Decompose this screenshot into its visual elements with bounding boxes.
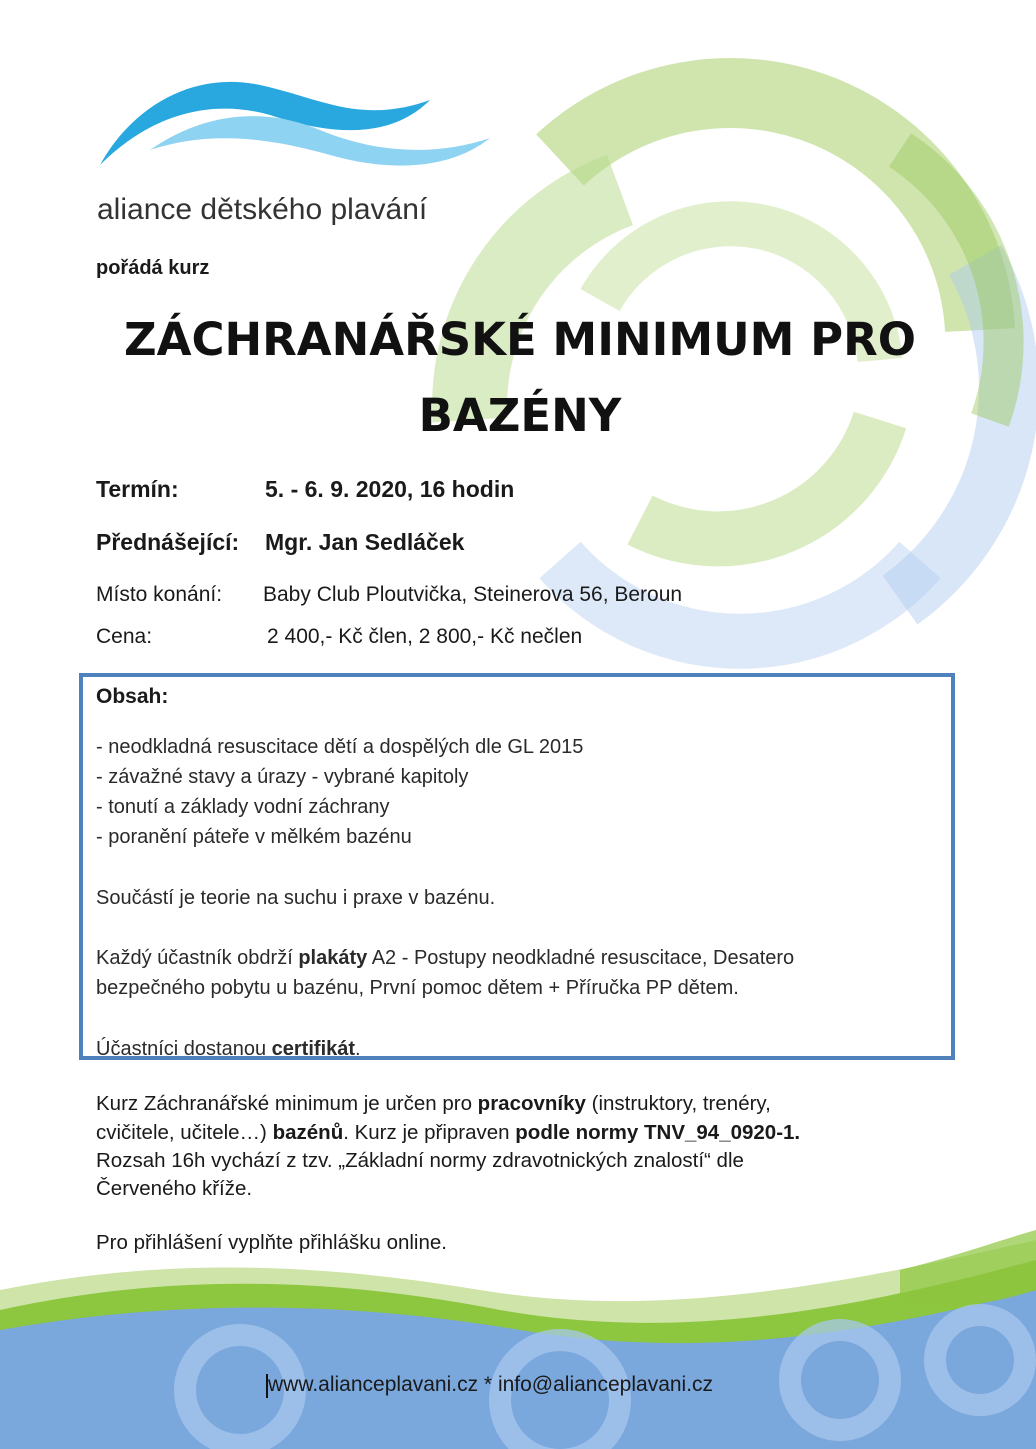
signup-text: Pro přihlášení vyplňte přihlášku online. bbox=[96, 1231, 447, 1254]
lecturer-label: Přednášející: bbox=[96, 529, 240, 555]
date-value: 5. - 6. 9. 2020, 16 hodin bbox=[265, 476, 515, 502]
description-bold: pracovníky bbox=[477, 1092, 586, 1115]
certificate-text-bold: certifikát bbox=[271, 1038, 356, 1060]
certificate-text-a: Účastníci dostanou bbox=[96, 1038, 272, 1060]
course-content-box bbox=[79, 673, 955, 1060]
description-text: . Kurz je připraven bbox=[343, 1121, 516, 1144]
price-label: Cena: bbox=[96, 625, 153, 648]
content-item: - poranění páteře v mělkém bazénu bbox=[96, 826, 412, 848]
wave-green-edge bbox=[900, 1230, 1036, 1305]
posters-line-2: bezpečného pobytu u bazénu, První pomoc dětem + Příručka PP dětem. bbox=[96, 977, 739, 999]
description-line-3: Rozsah 16h vychází z tzv. „Základní normy zdravotnických znalostí“ dle bbox=[96, 1149, 744, 1172]
place-label: Místo konání: bbox=[96, 583, 223, 606]
posters-text-bold: plakáty bbox=[298, 947, 368, 969]
certificate-line bbox=[96, 1038, 361, 1061]
lecturer-value: Mgr. Jan Sedláček bbox=[265, 529, 465, 555]
course-title-line-1: ZÁCHRANÁŘSKÉ MINIMUM PRO bbox=[123, 313, 917, 366]
certificate-text-b: . bbox=[355, 1038, 361, 1060]
logo-wave-icon bbox=[90, 60, 500, 180]
description-line-2 bbox=[96, 1121, 800, 1145]
posters-line-1 bbox=[96, 947, 794, 970]
description-text: Kurz Záchranářské minimum je určen pro bbox=[96, 1092, 478, 1115]
content-item: - tonutí a základy vodní záchrany bbox=[96, 796, 390, 818]
posters-text-a: Každý účastník obdrží bbox=[96, 947, 299, 969]
place-value: Baby Club Ploutvička, Steinerova 56, Beroun bbox=[263, 583, 683, 606]
description-line-1 bbox=[96, 1092, 771, 1116]
description-bold: bazénů bbox=[272, 1121, 344, 1144]
posters-text-b: A2 - Postupy neodkladné resuscitace, Desatero bbox=[367, 947, 795, 969]
content-heading: Obsah: bbox=[96, 685, 169, 708]
bottom-wave-graphic bbox=[0, 1230, 1036, 1449]
description-bold: podle normy TNV_94_0920-1. bbox=[515, 1121, 801, 1144]
course-title-line-2: BAZÉNY bbox=[418, 389, 622, 442]
price-value: 2 400,- Kč člen, 2 800,- Kč nečlen bbox=[267, 625, 583, 648]
organization-name: aliance dětského plavání bbox=[97, 193, 428, 226]
content-item: - neodkladná resuscitace dětí a dospělých dle GL 2015 bbox=[96, 736, 584, 758]
intro-text: pořádá kurz bbox=[96, 257, 210, 279]
theory-note: Součástí je teorie na suchu i praxe v bazénu. bbox=[96, 887, 496, 909]
footer-contact: www.alianceplavani.cz * info@alianceplavani.cz bbox=[268, 1373, 714, 1396]
description-text: (instruktory, trenéry, bbox=[585, 1092, 771, 1115]
description-line-4: Červeného kříže. bbox=[96, 1177, 253, 1200]
content-item: - závažné stavy a úrazy - vybrané kapitoly bbox=[96, 766, 469, 788]
description-text: cvičitele, učitele…) bbox=[96, 1121, 273, 1144]
date-label: Termín: bbox=[96, 476, 179, 502]
